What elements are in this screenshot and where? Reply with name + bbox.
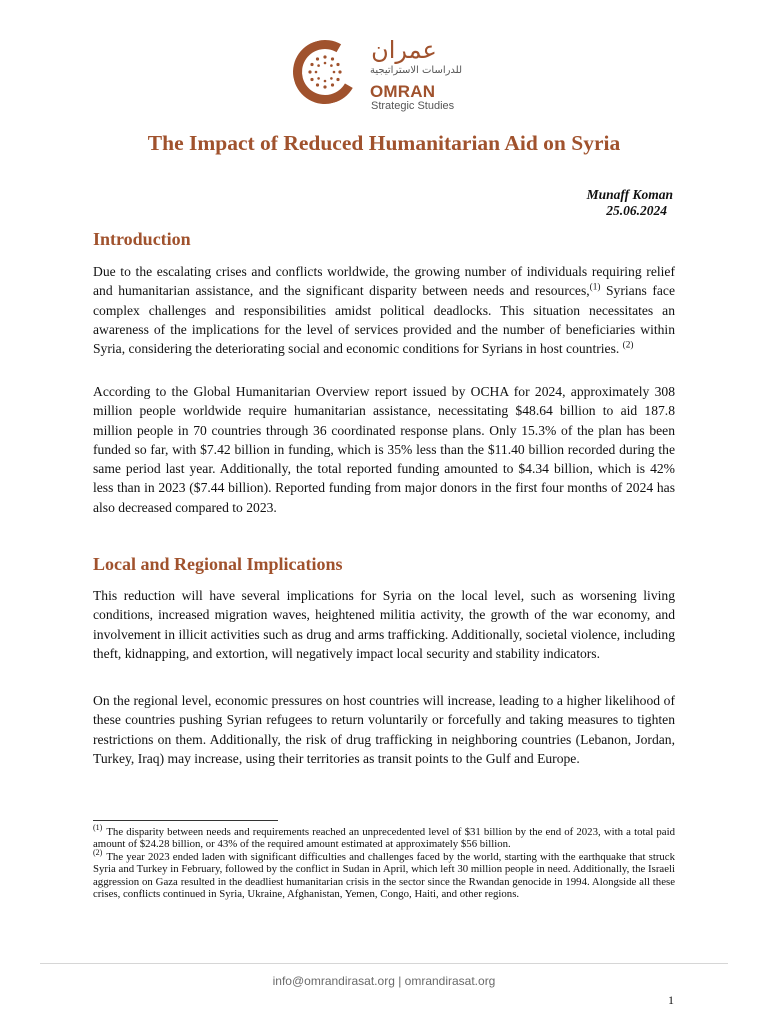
byline xyxy=(587,187,673,219)
logo-english-subtitle: Strategic Studies xyxy=(371,100,455,112)
footnote-2-text: The year 2023 ended laden with significant difficulties and challenges faced by the world, starting with the earthquake that struck Syria and Turkey in February, followed by the conflict in Sudan in April, which left 30 million people in need. Additionally, the Israeli aggression on Gaza resulted in the deadliest humanitarian crisis in the sector since the Rwandan genocide in 1994. Alongside all these crises, conflicts continued in Syria, Ukraine, Afghanistan, Yemen, Congo, Haiti, and other regions. xyxy=(93,850,675,901)
footer-contact-links[interactable]: info@omrandirasat.org | omrandirasat.org xyxy=(272,974,496,988)
footnote-ref-2: (2) xyxy=(622,339,634,350)
publication-date: 25.06.2024 xyxy=(606,203,667,218)
section-heading-local-regional: Local and Regional Implications xyxy=(93,554,343,574)
intro-paragraph-1-part-b: Syrians face complex challenges and responsibilities amidst political deadlocks. This situation necessitates an awareness of the implications for the level of services provided and the number of beneficiaries within Syria, considering the deteriorating social and economic conditions for Syrians in host countries. xyxy=(93,283,675,357)
logo-arabic-name: عمران xyxy=(371,36,437,64)
section-heading-introduction: Introduction xyxy=(93,229,191,249)
document-title: The Impact of Reduced Humanitarian Aid on Syria xyxy=(147,131,621,155)
footnote-separator xyxy=(93,820,278,821)
logo-dots-icon xyxy=(293,40,357,104)
local-paragraph: This reduction will have several implications for Syria on the local level, such as worsening living conditions, increased migration waves, heightened militia activity, the growth of the war economy, and involvement in illicit activities such as drug and arms trafficking. Additionally, societal violence, including theft, kidnapping, and extortion, will negatively impact local security and stability indicators. xyxy=(93,588,675,661)
regional-paragraph: On the regional level, economic pressures on host countries will increase, leading to a higher likelihood of these countries pushing Syrian refugees to return voluntarily or forcefully and taking measures to tighten restrictions on them. Additionally, the risk of drug trafficking in neighboring countries (Lebanon, Jordan, Turkey, Iraq) may increase, using their territories as transit points to the Gulf and Europe. xyxy=(93,693,675,766)
footnote-1-text: The disparity between needs and requirements reached an unprecedented level of $31 billion by the end of 2023, with a total paid amount of $24.28 billion, or 43% of the required amount estimated at approximately $56 billion. xyxy=(93,826,675,851)
footnote-1 xyxy=(93,823,675,851)
footnote-1-marker: (1) xyxy=(93,823,103,833)
logo-english-name: OMRAN xyxy=(370,82,436,101)
intro-paragraph-1 xyxy=(93,262,675,358)
footnotes xyxy=(93,823,675,901)
omran-logo xyxy=(293,36,483,115)
page-number: 1 xyxy=(668,993,674,1007)
intro-paragraph-1-part-a: Due to the escalating crises and conflicts worldwide, the growing number of individuals requiring relief and humanitarian assistance, and the significant disparity between needs and resources, xyxy=(93,264,675,299)
footnote-2-marker: (2) xyxy=(93,848,103,858)
footer-divider xyxy=(40,963,728,964)
footnote-ref-1: (1) xyxy=(589,281,601,292)
intro-paragraph-2: According to the Global Humanitarian Overview report issued by OCHA for 2024, approximately 308 million people worldwide require humanitarian assistance, necessitating $48.64 billion to aid 187.8 million people in 70 countries through 36 coordinated response plans. Only 15.3% of the plan has been funded so far, with $7.42 billion in funding, which is 35% less than the $11.40 billion recorded during the same period last year. Additionally, the total reported funding amounted to $4.34 billion, which is 42% less than in 2023 ($7.44 billion). Reported funding from major donors in the first four months of 2024 has also decreased compared to 2023. xyxy=(93,384,675,515)
author-name: Munaff Koman xyxy=(586,187,673,202)
logo-arabic-subtitle: للدراسات الاستراتيجية xyxy=(370,65,463,76)
footnote-2 xyxy=(93,848,675,901)
